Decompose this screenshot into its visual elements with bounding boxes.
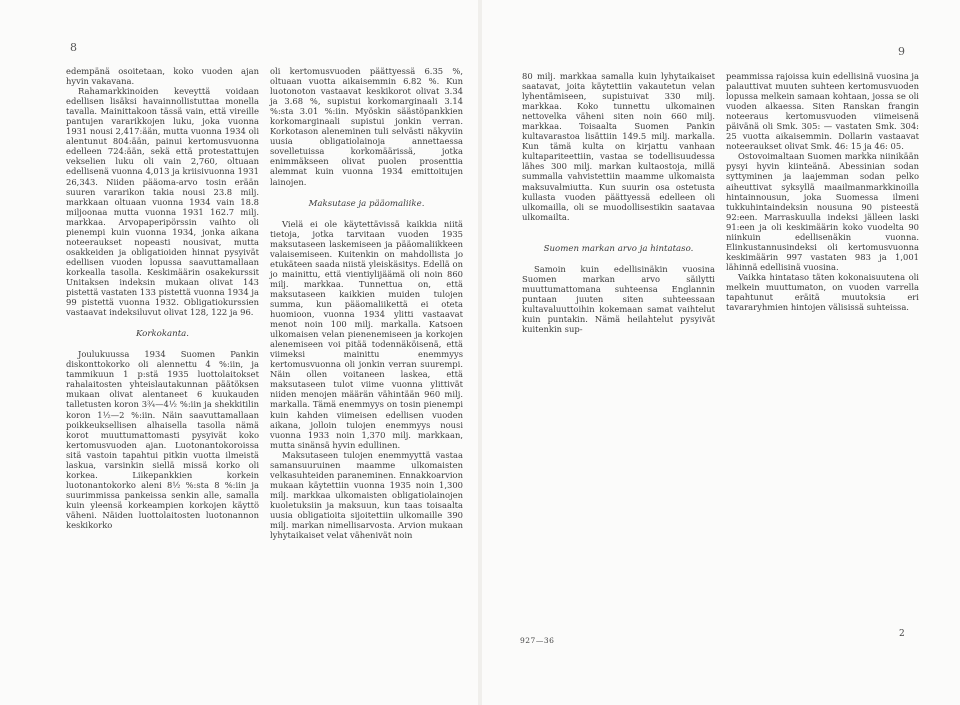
right-page: [482, 0, 960, 705]
paragraph: Ostovoimaltaan Suomen markka niinikään pysyi hyvin kiinteänä. Abessinian sodan syttyminen ja laajemman sodan pelko aiheuttivat syksyllä maailmanmarkkinoilla hintainnousun, joka Suomessa ilmeni tukkuhintaindeksin nousuna 90 pisteestä 92:een. Marraskuulla indeksi jälleen laski 91:een ja oli keskimäärin koko vuodelta 90 niinkuin edellisenäkin vuonna. Elinkustannusindeksi oli kertomusvuonna keskimäärin 997 vastaten 983 ja 1,001 lähinnä edellisinä vuosina.: [726, 151, 919, 272]
page-number: 9: [898, 45, 905, 58]
right-page-column-1: [522, 71, 715, 334]
page-number: 8: [70, 41, 77, 54]
left-page-column-2: [270, 66, 463, 540]
left-page: [0, 0, 478, 705]
paragraph: Vaikka hintataso täten kokonaisuutena oli melkein muuttumaton, on vuoden varrella tapahtunut eräitä muutoksia eri tavararyhmien hintojen välisissä suhteissa.: [726, 271, 919, 313]
left-page-column-1: [66, 66, 259, 530]
sheet-number: 2: [899, 629, 906, 639]
section-heading: Korkokanta.: [135, 329, 190, 340]
paragraph: edempänä osoitetaan, koko vuoden ajan hyvin vakavana.: [66, 66, 259, 87]
printer-signature: 927—36: [520, 636, 555, 645]
right-page-column-2: [726, 71, 919, 312]
paragraph: Maksutaseen tulojen enemmyyttä vastaa samansuuruinen maamme ulkomaisten velkasuhteiden paraneminen. Ennakkoarvion mukaan käytettiin vuonna 1935 noin 1,300 milj. markkaa ulkomaisten obligatiolainojen kuoletuksiin ja maksuun, kun taas toisaalta uusia obligatioita sijoitettiin ulkomaille 390 milj. markan nimellisarvosta. Arvion mukaan lyhytaikaiset velat vähenivät noin: [270, 449, 463, 541]
paragraph: Vielä ei ole käytettävissä kaikkia niitä tietoja, jotka tarvitaan vuoden 1935 maksutaseen laskemiseen ja pääomaliikkeen valaisemiseen. Kuitenkin on mahdollista jo etukäteen saada niistä yleiskäsitys. Edellä on jo mainittu, että vientiylijäämä oli noin 860 milj. markkaa. Tunnettua on, että maksutaseen kaikkien muiden tulojen summa, kun pääomaliikettä ei oteta huomioon, vuonna 1934 ylitti vastaavat menot noin 100 milj. markalla. Katsoen ulkomaisen velan pienenemiseen ja korkojen alenemiseen voi pitää todennäköisenä, että viimeksi mainittu enemmyys kertomusvuonna oli jonkin verran suurempi. Näin ollen voitaneen laskea, että maksutaseen tulot viime vuonna ylittivät niiden menojen määrän vähintään 960 milj. markalla. Tämä enemmyys on tosin pienempi kuin kahden viimeisen edellisen vuoden aikana, jolloin tulojen enemmyys nousi vuonna 1933 noin 1,370 milj. markkaan, mutta sinänsä hyvin edullinen.: [270, 218, 463, 450]
paragraph: Rahamarkkinoiden keveyttä voidaan edellisen lisäksi havainnollistuttaa monella tavalla. Mainittakoon tässä vain, että vireille pantujen vararikkojen luku, joka vuonna 1931 nousi 2,417:ään, mutta vuonna 1934 oli alentunut 804:ään, painui kertomusvuonna edelleen 724:ään, sekä että protestattujen vekselien luku oli vain 2,760, oltuaan edellisenä vuonna 4,013 ja kriisivuonna 1931 26,343. Niiden pääoma-arvo tosin erään suuren vararikon takia nousi 23.8 milj. markkaan oltuaan vuonna 1934 vain 18.8 miljoonaa mutta vuonna 1931 162.7 milj. markkaa. Arvopaperipörssin vaihto oli pienempi kuin vuonna 1934, jonka aikana noteeraukset nopeasti nousivat, mutta osakkeiden ja obligatioiden hinnat pysyivät edellisen vuoden lopussa saavuttamallaan korkealla tasolla. Keskimäärin osakekurssit Unitaksen indeksin mukaan olivat 143 pistettä vastaten 133 pistettä vuonna 1934 ja 99 pistettä vuonna 1932. Obligatiokurssien vastaavat indeksiluvut olivat 128, 122 ja 96.: [66, 86, 259, 318]
paragraph: Joulukuussa 1934 Suomen Pankin diskonttokorko oli alennettu 4 %:iin, ja tammikuun 1 p:stä 1935 luottolaitokset rahalaitosten yhteislautakunnan päätöksen mukaan olivat alentaneet 6 kuukauden talletusten koron 3¾—4½ %:iin ja shekkitilin koron 1½—2 %:iin. Näin saavuttamallaan poikkeuksellisen alhaisella tasolla nämä korot muuttumattomasti pysyivät koko kertomusvuoden ajan. Luotonantokoroissa sitä vastoin tapahtui pitkin vuotta ilmeistä laskua, varsinkin siellä missä korko oli korkea. Liikepankkien korkein luotonantokorko aleni 8½ %:sta 8 %:iin ja suurimmissa pankeissa senkin alle, samalla kuin yleensä korkeampien korkojen käyttö väheni. Näiden luottolaitosten luotonannon keskikorko: [66, 349, 259, 531]
section-heading: Suomen markan arvo ja hintataso.: [543, 243, 694, 254]
paragraph: Samoin kuin edellisinäkin vuosina Suomen markan arvo säilytti muuttumattomana suhteensa Englannin puntaan juuten siten suhteessaan kultavaluuttoihin kokemaan samat vaihtelut kuin puntakin. Nämä heilahtelut pysyivät kuitenkin sup-: [522, 263, 715, 335]
paragraph: oli kertomusvuoden päättyessä 6.35 %, oltuaan vuotta aikaisemmin 6.82 %. Kun luotonoton vastaavat keskikorot olivat 3.34 ja 3.68 %, supistui korkomarginaali 3.14 %:sta 3.01 %:iin. Myöskin säästöpankkien korkomarginaali supistui jonkin verran. Korkotason aleneminen tuli selvästi näkyviin uusia obligatiolainoja annettaessa sovelletuissa korkomäärissä, jotka enimmäkseen olivat puolen prosenttia alemmat kuin vuonna 1934 emittoitujen lainojen.: [270, 66, 463, 187]
paragraph: peammissa rajoissa kuin edellisinä vuosina ja palauttivat muuten suhteen kertomusvuoden lopussa melkein samaan kohtaan, jossa se oli vuoden alkaessa. Siten Ranskan frangin noteeraus kertomusvuoden viimeisenä päivänä oli Smk. 305: — vastaten Smk. 304: 25 vuotta aikaisemmin. Dollarin vastaavat noteeraukset olivat Smk. 46: 15 ja 46: 05.: [726, 71, 920, 152]
section-heading: Maksutase ja pääomaliike.: [308, 198, 425, 209]
paragraph: 80 milj. markkaa samalla kuin lyhytaikaiset saatavat, joita käytettiin vakautetun velan lyhentämiseen, supistuivat 330 milj. markkaa. Koko tunnettu ulkomainen nettovelka väheni siten noin 660 milj. markkaa. Toisaalta Suomen Pankin kultavarastoa lisättiin 149.5 milj. markalla. Kun tämä kulta on kirjattu vanhaan kultapariteettiin, vastaa se todellisuudessa lähes 300 milj. markan kultaostoja, millä summalla vahvistettiin maamme ulkomaista maksuvalmiutta. Kun suurin osa ostetusta kullasta vuoden päättyessä edelleen oli ulkomailla, oli se muodollisestikin saatavaa ulkomailta.: [522, 71, 715, 222]
